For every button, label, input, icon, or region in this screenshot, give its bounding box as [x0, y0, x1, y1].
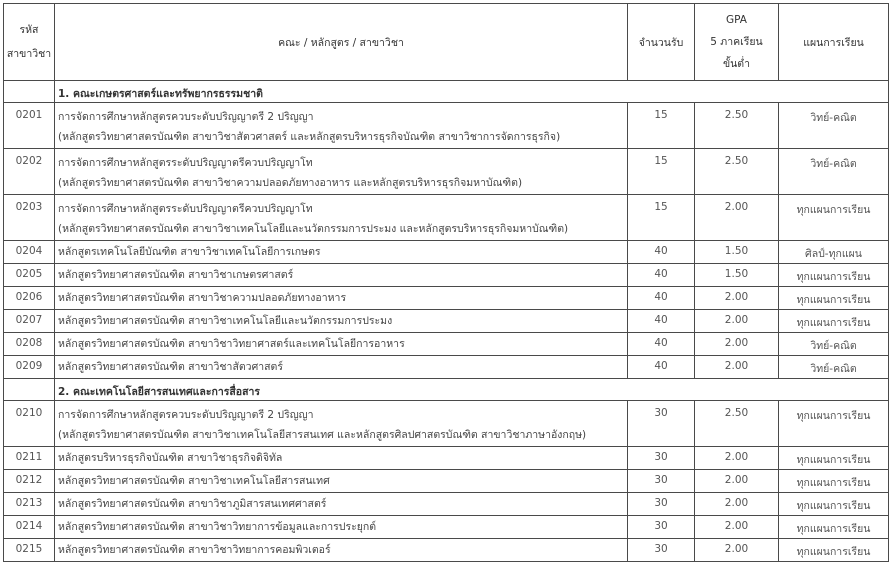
study-plan: ทุกแผนการเรียน — [779, 447, 889, 470]
program-title: หลักสูตรวิทยาศาสตรบัณฑิต สาขาวิชาเทคโนโลยีและนวัตกรรมการประมง — [58, 315, 393, 327]
program-description — [55, 493, 628, 516]
admission-count: 30 — [628, 493, 695, 516]
section-row — [4, 379, 889, 401]
table-row — [4, 149, 889, 195]
min-gpa: 2.50 — [695, 401, 779, 447]
study-plan: วิทย์-คณิต — [779, 356, 889, 379]
program-code: 0205 — [4, 264, 55, 287]
program-description — [55, 103, 628, 149]
table-row — [4, 356, 889, 379]
section-code-empty — [4, 81, 55, 103]
program-title: หลักสูตรวิทยาศาสตรบัณฑิต สาขาวิชาวิทยาการข้อมูลและการประยุกต์ — [58, 521, 377, 533]
program-code: 0213 — [4, 493, 55, 516]
min-gpa: 2.00 — [695, 333, 779, 356]
section-code-empty — [4, 379, 55, 401]
table-body — [4, 81, 889, 562]
program-title: หลักสูตรบริหารธุรกิจบัณฑิต สาขาวิชาธุรกิจดิจิทัล — [58, 452, 283, 464]
min-gpa: 2.00 — [695, 539, 779, 562]
program-code: 0206 — [4, 287, 55, 310]
program-description — [55, 539, 628, 562]
study-plan: วิทย์-คณิต — [779, 103, 889, 149]
study-plan: ทุกแผนการเรียน — [779, 264, 889, 287]
program-title: การจัดการศึกษาหลักสูตรควบระดับปริญญาตรี 2 ปริญญา — [58, 409, 314, 421]
table-row — [4, 264, 889, 287]
program-description — [55, 310, 628, 333]
program-code: 0209 — [4, 356, 55, 379]
program-description — [55, 447, 628, 470]
min-gpa: 2.00 — [695, 470, 779, 493]
study-plan: วิทย์-คณิต — [779, 149, 889, 195]
admission-count: 15 — [628, 103, 695, 149]
program-description — [55, 356, 628, 379]
program-code: 0210 — [4, 401, 55, 447]
table-row — [4, 195, 889, 241]
min-gpa: 2.00 — [695, 516, 779, 539]
program-description — [55, 287, 628, 310]
study-plan: ทุกแผนการเรียน — [779, 539, 889, 562]
program-code: 0201 — [4, 103, 55, 149]
study-plan: ทุกแผนการเรียน — [779, 310, 889, 333]
study-plan: ทุกแผนการเรียน — [779, 516, 889, 539]
program-title: การจัดการศึกษาหลักสูตรระดับปริญญาตรีควบปริญญาโท — [58, 203, 313, 215]
program-description — [55, 333, 628, 356]
admission-count: 30 — [628, 470, 695, 493]
table-row — [4, 287, 889, 310]
table-row — [4, 103, 889, 149]
program-title: หลักสูตรวิทยาศาสตรบัณฑิต สาขาวิชาสัตวศาสตร์ — [58, 361, 284, 373]
program-description — [55, 470, 628, 493]
program-description — [55, 516, 628, 539]
study-plan: ศิลป์-ทุกแผน — [779, 241, 889, 264]
table-row — [4, 333, 889, 356]
table-row — [4, 516, 889, 539]
min-gpa: 2.00 — [695, 356, 779, 379]
study-plan: ทุกแผนการเรียน — [779, 493, 889, 516]
min-gpa: 2.00 — [695, 493, 779, 516]
program-detail: (หลักสูตรวิทยาศาสตรบัณฑิต สาขาวิชาความปลอดภัยทางอาหาร และหลักสูตรบริหารธุรกิจมหาบัณฑิต) — [58, 177, 523, 189]
min-gpa: 2.00 — [695, 447, 779, 470]
table-row — [4, 241, 889, 264]
min-gpa: 2.50 — [695, 103, 779, 149]
admission-count: 15 — [628, 149, 695, 195]
table-header-row — [4, 4, 889, 81]
program-detail: (หลักสูตรวิทยาศาสตรบัณฑิต สาขาวิชาสัตวศาสตร์ และหลักสูตรบริหารธุรกิจบัณฑิต สาขาวิชาการจัดการธุรกิจ) — [58, 131, 561, 143]
admission-count: 30 — [628, 516, 695, 539]
study-plan: ทุกแผนการเรียน — [779, 195, 889, 241]
header-count: จำนวนรับ — [628, 4, 695, 81]
program-code: 0202 — [4, 149, 55, 195]
table-row — [4, 470, 889, 493]
program-code: 0212 — [4, 470, 55, 493]
program-title: หลักสูตรวิทยาศาสตรบัณฑิต สาขาวิชาความปลอดภัยทางอาหาร — [58, 292, 347, 304]
program-code: 0214 — [4, 516, 55, 539]
program-title: หลักสูตรเทคโนโลยีบัณฑิต สาขาวิชาเทคโนโลยีการเกษตร — [58, 246, 321, 258]
program-title: การจัดการศึกษาหลักสูตรควบระดับปริญญาตรี 2 ปริญญา — [58, 111, 314, 123]
admission-count: 15 — [628, 195, 695, 241]
admission-count: 40 — [628, 287, 695, 310]
table-row — [4, 539, 889, 562]
min-gpa: 2.00 — [695, 195, 779, 241]
admission-count: 30 — [628, 447, 695, 470]
admission-count: 30 — [628, 401, 695, 447]
program-code: 0207 — [4, 310, 55, 333]
header-code: รหัส สาขาวิชา — [4, 4, 55, 81]
study-plan: ทุกแผนการเรียน — [779, 470, 889, 493]
program-description — [55, 401, 628, 447]
program-code: 0208 — [4, 333, 55, 356]
min-gpa: 2.00 — [695, 287, 779, 310]
program-title: หลักสูตรวิทยาศาสตรบัณฑิต สาขาวิชาภูมิสารสนเทศศาสตร์ — [58, 498, 327, 510]
admission-count: 40 — [628, 264, 695, 287]
min-gpa: 1.50 — [695, 264, 779, 287]
min-gpa: 1.50 — [695, 241, 779, 264]
header-description: คณะ / หลักสูตร / สาขาวิชา — [55, 4, 628, 81]
program-description — [55, 195, 628, 241]
program-code: 0203 — [4, 195, 55, 241]
admission-count: 40 — [628, 310, 695, 333]
program-title: หลักสูตรวิทยาศาสตรบัณฑิต สาขาวิชาเทคโนโลยีสารสนเทศ — [58, 475, 330, 487]
admission-count: 40 — [628, 241, 695, 264]
program-detail: (หลักสูตรวิทยาศาสตรบัณฑิต สาขาวิชาเทคโนโลยีสารสนเทศ และหลักสูตรศิลปศาสตรบัณฑิต สาขาวิชาภาษาอังกฤษ) — [58, 429, 587, 441]
min-gpa: 2.00 — [695, 310, 779, 333]
study-plan: ทุกแผนการเรียน — [779, 401, 889, 447]
program-code: 0211 — [4, 447, 55, 470]
header-gpa: GPA 5 ภาคเรียน ขั้นต่ำ — [695, 4, 779, 81]
admission-table — [3, 3, 889, 562]
table-row — [4, 401, 889, 447]
table-row — [4, 310, 889, 333]
header-plan: แผนการเรียน — [779, 4, 889, 81]
section-title: 1. คณะเกษตรศาสตร์และทรัพยากรธรรมชาติ — [55, 81, 889, 103]
program-detail: (หลักสูตรวิทยาศาสตรบัณฑิต สาขาวิชาเทคโนโลยีและนวัตกรรมการประมง และหลักสูตรบริหารธุรกิจมหาบัณฑิต) — [58, 223, 569, 235]
program-description — [55, 241, 628, 264]
table-row — [4, 493, 889, 516]
admission-count: 40 — [628, 356, 695, 379]
table-row — [4, 447, 889, 470]
program-code: 0215 — [4, 539, 55, 562]
program-title: การจัดการศึกษาหลักสูตรระดับปริญญาตรีควบปริญญาโท — [58, 157, 313, 169]
min-gpa: 2.50 — [695, 149, 779, 195]
admission-count: 30 — [628, 539, 695, 562]
section-row — [4, 81, 889, 103]
program-title: หลักสูตรวิทยาศาสตรบัณฑิต สาขาวิชาเกษตรศาสตร์ — [58, 269, 294, 281]
study-plan: วิทย์-คณิต — [779, 333, 889, 356]
study-plan: ทุกแผนการเรียน — [779, 287, 889, 310]
program-title: หลักสูตรวิทยาศาสตรบัณฑิต สาขาวิชาวิทยาศาสตร์และเทคโนโลยีการอาหาร — [58, 338, 405, 350]
admission-count: 40 — [628, 333, 695, 356]
program-code: 0204 — [4, 241, 55, 264]
program-description — [55, 264, 628, 287]
program-description — [55, 149, 628, 195]
section-title: 2. คณะเทคโนโลยีสารสนเทศและการสื่อสาร — [55, 379, 889, 401]
program-title: หลักสูตรวิทยาศาสตรบัณฑิต สาขาวิชาวิทยาการคอมพิวเตอร์ — [58, 544, 331, 556]
